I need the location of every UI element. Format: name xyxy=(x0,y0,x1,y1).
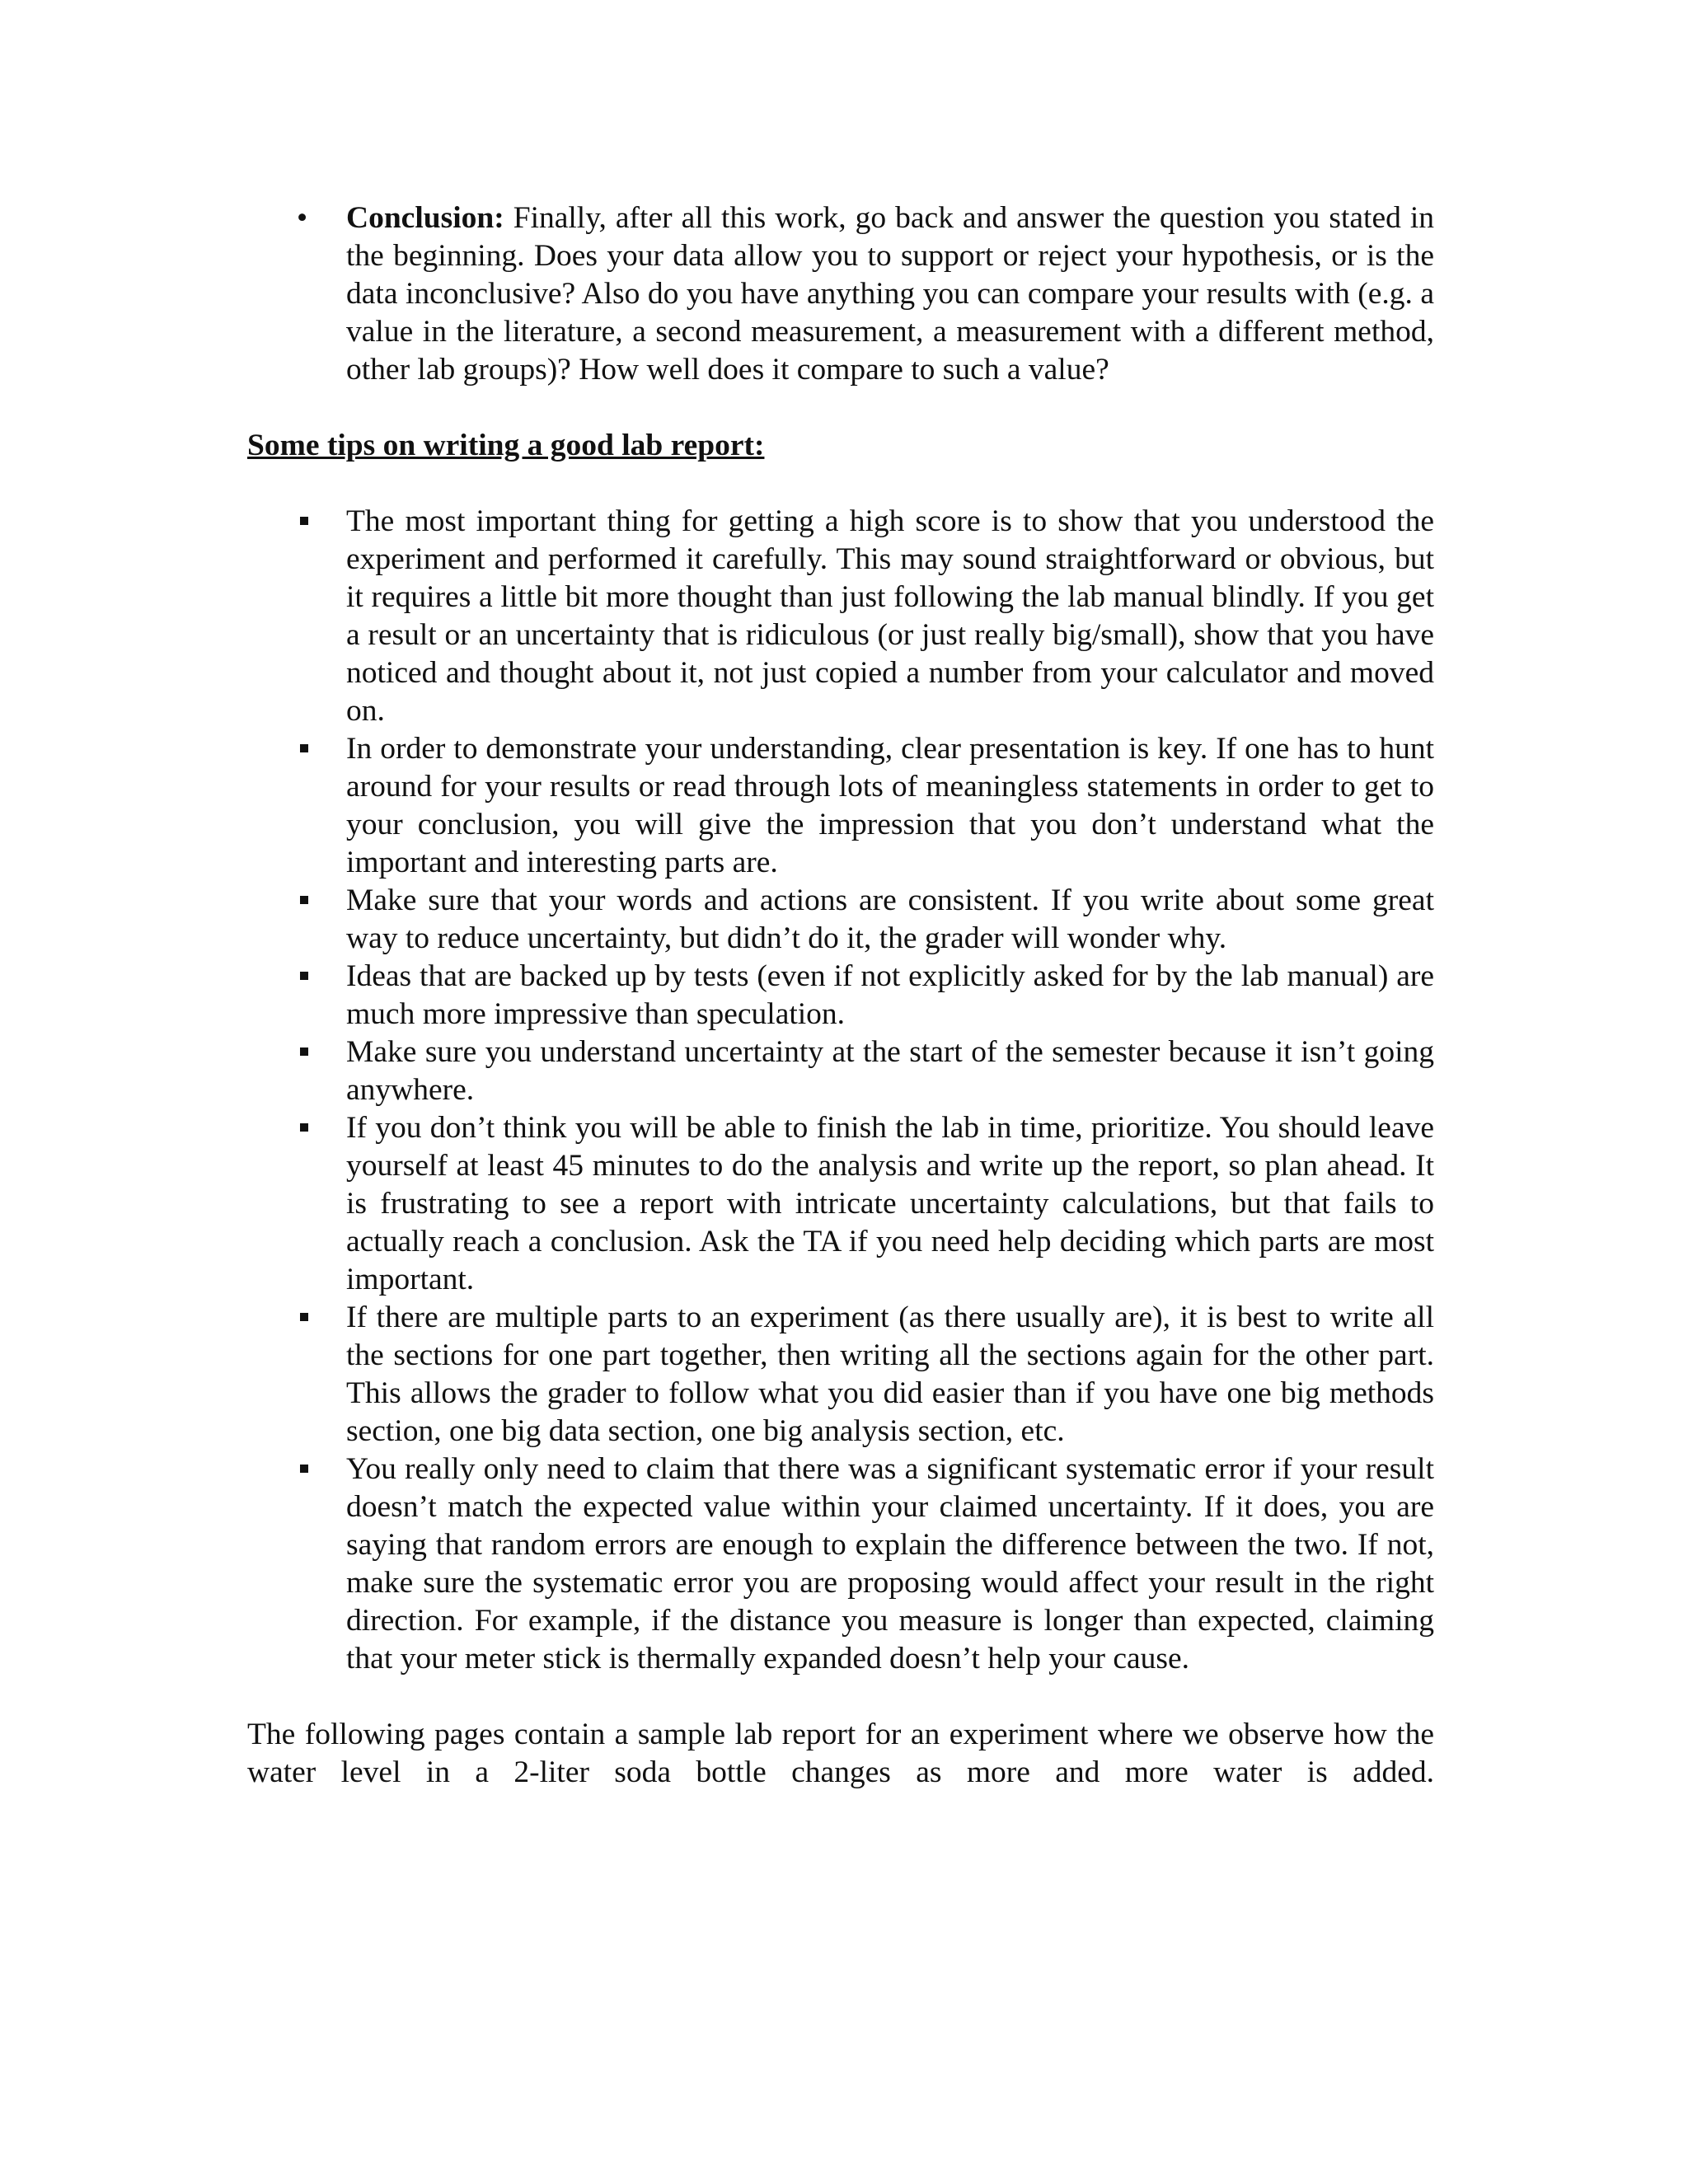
list-item xyxy=(247,1033,1434,1109)
tip-text: The most important thing for getting a high score is to show that you understood the experiment and performed it carefully. This may sound straightforward or obvious, but it requires a little bit more thought than just following the lab manual blindly. If you get a result or an uncertainty that is ridiculous (or just really big/small), show that you have noticed and thought about it, not just copied a number from your calculator and moved on. xyxy=(346,504,1434,728)
square-bullet-icon xyxy=(300,1123,308,1132)
document-page xyxy=(247,199,1434,1792)
list-item xyxy=(247,730,1434,882)
conclusion-text: Finally, after all this work, go back and answer the question you stated in the beginning. Does your data allow you to support or reject your hypothesis, or is the data inconclusive? Also do you have anything you can compare your results with (e.g. a value in the literature, a second measurement, a measurement with a different method, other lab groups)? How well does it compare to such a value? xyxy=(346,201,1434,387)
tips-list xyxy=(247,503,1434,1678)
list-item xyxy=(247,882,1434,958)
square-bullet-icon xyxy=(300,1047,308,1056)
square-bullet-icon xyxy=(300,517,308,525)
tip-text: In order to demonstrate your understanding, clear presentation is key. If one has to hunt around for your results or read through lots of meaningless statements in order to get to your conclusion, you will give the impression that you don’t understand what the important and interesting parts are. xyxy=(346,732,1434,879)
square-bullet-icon xyxy=(300,972,308,980)
square-bullet-icon xyxy=(300,1465,308,1473)
tip-text: If there are multiple parts to an experiment (as there usually are), it is best to write all the sections for one part together, then writing all the sections again for the other part. This allows the grader to follow what you did easier than if you have one big methods section, one big data section, one big analysis section, etc. xyxy=(346,1301,1434,1448)
closing-paragraph: The following pages contain a sample lab report for an experiment where we observe how the water level in a 2-liter soda bottle changes as more and more water is added. xyxy=(247,1718,1434,1789)
list-item xyxy=(247,1451,1434,1678)
round-bullet-icon: • xyxy=(297,201,308,235)
tip-text: Make sure you understand uncertainty at the start of the semester because it isn’t going anywhere. xyxy=(346,1035,1434,1107)
square-bullet-icon xyxy=(300,1313,308,1321)
list-item xyxy=(247,503,1434,730)
tip-text: Ideas that are backed up by tests (even if not explicitly asked for by the lab manual) are much more impressive than speculation. xyxy=(346,959,1434,1031)
list-item xyxy=(247,1299,1434,1451)
conclusion-label: Conclusion: xyxy=(346,201,504,235)
conclusion-bullet xyxy=(247,199,1434,389)
tip-text: Make sure that your words and actions are consistent. If you write about some great way to reduce uncertainty, but didn’t do it, the grader will wonder why. xyxy=(346,883,1434,955)
tip-text: If you don’t think you will be able to finish the lab in time, prioritize. You should leave yourself at least 45 minutes to do the analysis and write up the report, so plan ahead. It is frustrating to see a report with intricate uncertainty calculations, but that fails to actually reach a conclusion. Ask the TA if you need help deciding which parts are most important. xyxy=(346,1111,1434,1296)
square-bullet-icon xyxy=(300,744,308,752)
list-item xyxy=(247,958,1434,1033)
tips-heading: Some tips on writing a good lab report: xyxy=(247,429,765,462)
square-bullet-icon xyxy=(300,896,308,904)
list-item xyxy=(247,1109,1434,1299)
tip-text: You really only need to claim that there was a significant systematic error if your result doesn’t match the expected value within your claimed uncertainty. If it does, you are saying that random errors are enough to explain the difference between the two. If not, make sure the systematic error you are proposing would affect your result in the right direction. For example, if the distance you measure is longer than expected, claiming that your meter stick is thermally expanded doesn’t help your cause. xyxy=(346,1452,1434,1675)
